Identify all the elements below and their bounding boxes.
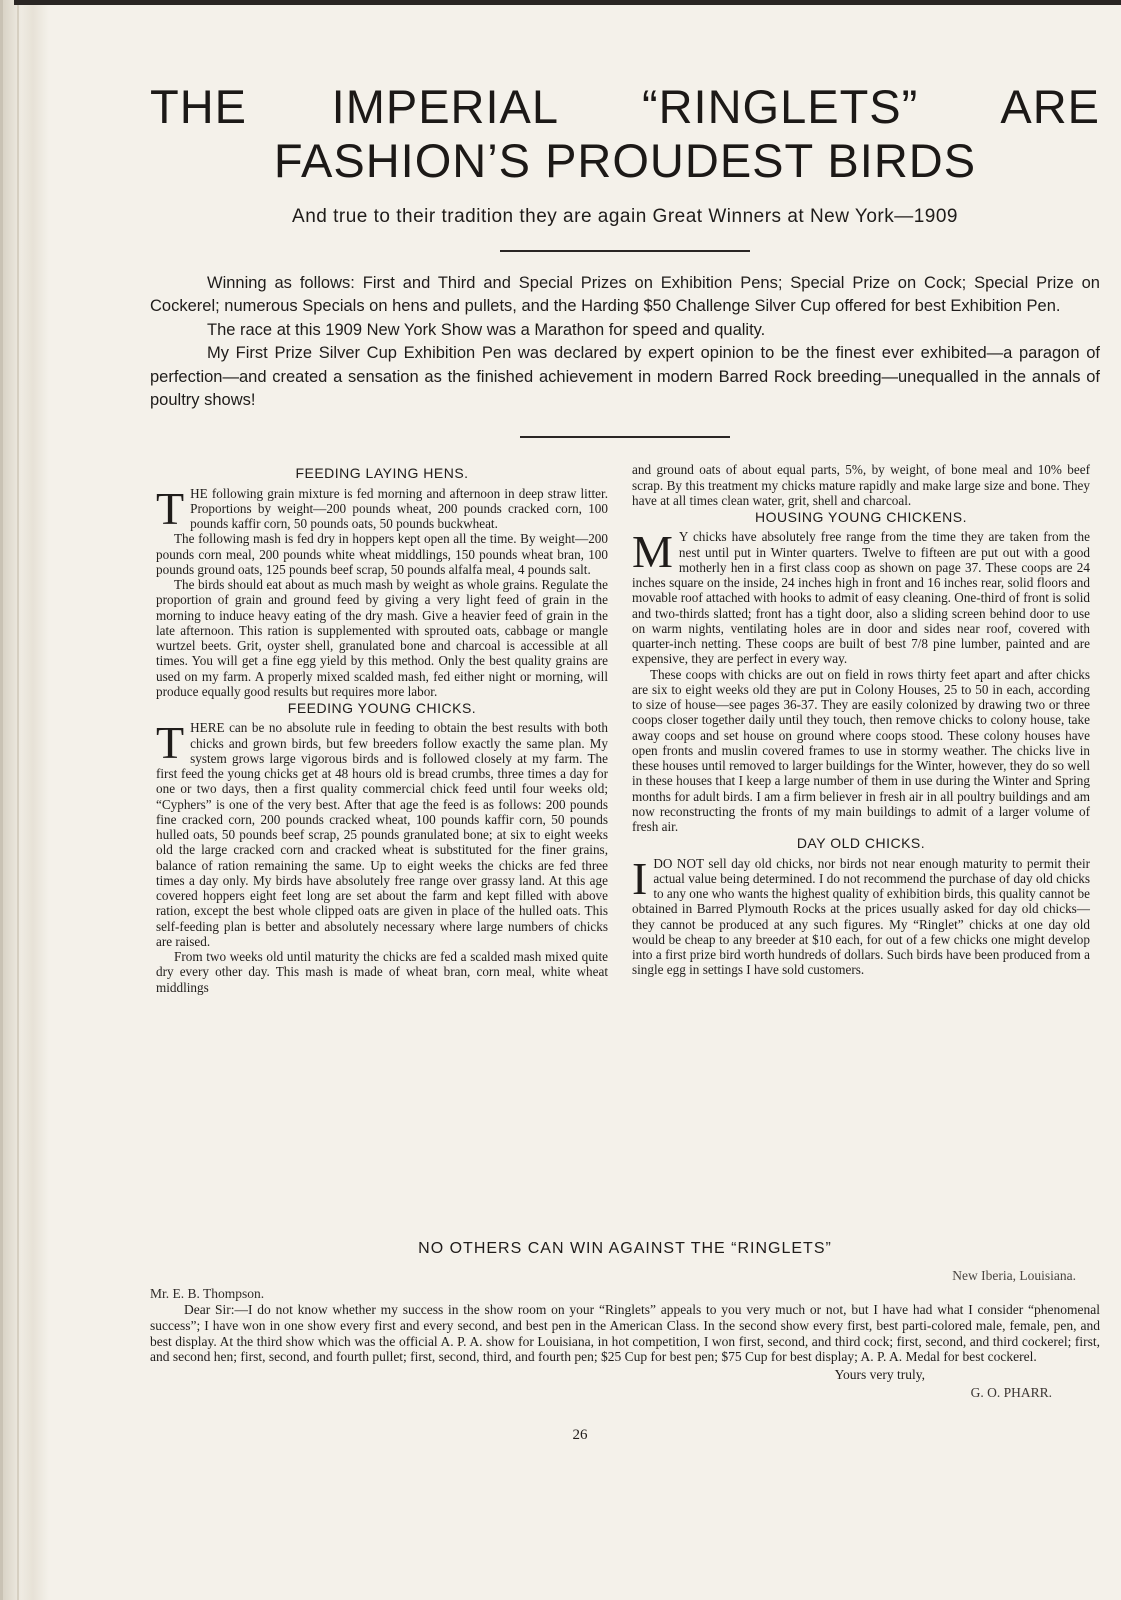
paragraph-text: DO NOT sell day old chicks, nor birds not near enough maturity to permit their actual value being determined. I do not recommend the purchase of day old chicks to any one who wants the highest quality of exhibition birds, this quality cannot be obtained in Barred Plymouth Rocks at the prices usually asked for day old chicks—they cannot be produced at any such figures. My “Ringlet” chicks at one day old would be cheap to any breeder at $10 each, for out of a few chicks one might develop into a first prize bird worth hundreds of dollars. Such birds have been produced from a single egg in settings I have sold customers. [632, 855, 1090, 978]
top-border [14, 0, 1121, 5]
letter-addressee: Mr. E. B. Thompson. [150, 1286, 265, 1302]
article-paragraph [156, 717, 608, 949]
title-line-2: FASHION’S PROUDEST BIRDS [273, 134, 977, 187]
drop-cap: M [632, 526, 673, 578]
drop-cap: T [156, 482, 185, 534]
paragraph-text: HE following grain mixture is fed morning and afternoon in deep straw litter. Proportions by weight—200 pounds wheat, 200 pounds cracked corn, 100 pounds kaffir corn, 50 pounds oats, 50 pounds buckwheat. [190, 485, 608, 532]
article-paragraph [156, 482, 608, 534]
article-paragraph: The birds should eat about as much mash by weight as whole grains. Regulate the proportion of grain and ground feed by giving a very light feed of grain in the morning to induce heavy eating of the dry mash. Give a heavier feed of grain in the late afternoon. This ration is supplemented with sprouted oats, cabbage or mangle wurtzel beets. Grit, oyster shell, granulated bone and charcoal is accessible at all times. You will get a fine egg yield by this method. Only the best quality grains are used on my farm. A properly mixed scalded mash, fed either night or morning, will produce equally good results but requires more labor. [156, 577, 608, 699]
testimonial-heading: NO OTHERS CAN WIN AGAINST THE “RINGLETS” [418, 1240, 832, 1258]
title-line-1: THE IMPERIAL “RINGLETS” ARE [150, 80, 1100, 133]
drop-cap: T [156, 717, 185, 769]
intro-paragraph: My First Prize Silver Cup Exhibition Pen was declared by expert opinion to be the finest ever exhibited—a paragon of perfection—and created a sensation as the finished achievement in modern Barred Rock breeding—unequalled in the annals of poultry shows! [150, 344, 1100, 410]
letter-body: Dear Sir:—I do not know whether my success in the show room on your “Ringlets” appeals to you very much or not, but I have had what I consider “phenomenal success”; I have won in one show every first and every second, and best pen in the American Class. In the second show every first, best parti-colored male, female, pen, and best display. At the third show which was the official A. P. A. show for Louisiana, in hot competition, I won first, second, and third cock; first, second, and third cockerel; first, and second hen; first, second, and fourth pullet; first, second, third, and fourth pen; $25 Cup for best pen; $75 Cup for best display; A. P. A. Medal for best cockerel. [150, 1302, 1100, 1365]
divider-rule [500, 250, 750, 252]
letter-place: New Iberia, Louisiana. [952, 1268, 1076, 1284]
page-number: 26 [572, 1426, 588, 1443]
article-paragraph [632, 526, 1090, 667]
drop-cap: I [632, 852, 648, 904]
article-paragraph: The following mash is fed dry in hoppers kept open all the time. By weight—200 pounds corn meal, 200 pounds white wheat middlings, 150 pounds wheat bran, 100 pounds ground oats, 125 pounds beef scrap, 50 pounds alfalfa meal, 4 pounds salt. [156, 531, 608, 577]
intro-paragraph: The race at this 1909 New York Show was a Marathon for speed and quality. [207, 320, 766, 339]
section-heading-feeding-hens: FEEDING LAYING HENS. [295, 465, 469, 482]
intro-section [150, 272, 1100, 412]
article-paragraph: From two weeks old until maturity the chicks are fed a scalded mash mixed quite dry every other day. This mash is made of wheat bran, corn meal, white wheat middlings [156, 949, 608, 995]
letter-signature: G. O. PHARR. [970, 1384, 1052, 1400]
subtitle: And true to their tradition they are again Great Winners at New York—1909 [292, 206, 958, 227]
section-heading-day-old: DAY OLD CHICKS. [796, 835, 926, 852]
intro-paragraph: Winning as follows: First and Third and Special Prizes on Exhibition Pens; Special Prize on Cock; Special Prize on Cockerel; numerous Specials on hens and pullets, and the Harding $50 Challenge Silver Cup offered for best Exhibition Pen. [150, 274, 1100, 316]
page-binding-edge [0, 0, 49, 1600]
page-content [150, 70, 1100, 1444]
article-paragraph [632, 852, 1090, 978]
article-paragraph: These coops with chicks are out on field in rows thirty feet apart and after chicks are six to eight weeks old they are put in Colony Houses, 25 to 50 in each, according to size of house—see pages 36-37. They are easily colonized by drawing two or three coops closer together daily until they touch, then remove chicks to colony house, take away coops and set house on ground where coops stood. These colony houses have open fronts and muslin covered frames to use in stormy weather. The chicks live in these houses until removed to larger buildings for the Winter, however, they do so well in these houses that I keep a large number of them in use during the Winter and Spring months for adult birds. I am a firm believer in fresh air in all poultry buildings and am now reconstructing the fronts of my main buildings to admit of a larger volume of fresh air. [632, 666, 1090, 835]
right-column [632, 462, 1090, 977]
section-heading-housing: HOUSING YOUNG CHICKENS. [755, 509, 967, 526]
section-heading-feeding-chicks: FEEDING YOUNG CHICKS. [287, 700, 477, 717]
article-columns [150, 464, 1100, 1234]
paragraph-text: HERE can be no absolute rule in feeding to obtain the best results with both chicks and grown birds, but few breeders follow exactly the same plan. My system grows large vigorous birds and is followed closely at my farm. The first feed the young chicks get at 48 hours old is bread crumbs, three times a day for one or two days, then a first quality commercial chick feed until four weeks old; “Cyphers” is one of the very best. After that age the feed is as follows: 200 pounds fine cracked corn, 200 pounds cracked wheat, 100 pounds kaffir corn, 50 pounds hulled oats, 50 pounds beef scrap, 25 pounds granulated bone; at six to eight weeks old the large cracked corn and cracked wheat is substituted for the finer grains, balance of ration remaining the same. Up to eight weeks the chicks are fed three times a day only. My birds have absolutely free range over grassy land. At this age covered hoppers eight feet long are set about the farm and kept filled with above ration, except the best whole clipped oats are given in place of the hulled oats. This self-feeding plan is better and absolutely necessary where large numbers of chicks are raised. [156, 720, 608, 949]
paragraph-text: Y chicks have absolutely free range from the time they are taken from the nest until put in Winter quarters. Twelve to fifteen are put out with a good motherly hen in a first class coop as shown on page 37. These coops are 24 inches square on the inside, 24 inches high in front and 16 inches rear, solid floors and movable roof attached with hooks to admit of easy cleaning. One-third of front is solid and two-thirds slatted; front has a tight door, also a sliding screen behind door to use on warm nights, ventilating holes are in door and sides near roof, covered with quarter-inch netting. These coops are built of best 7/8 pine lumber, painted and are expensive, they are perfect in every way. [632, 529, 1090, 667]
letter-closing: Yours very truly, [834, 1366, 925, 1382]
article-paragraph: and ground oats of about equal parts, 5%, by weight, of bone meal and 10% beef scrap. By this treatment my chicks mature rapidly and make large size and bone. They have at all times clean water, grit, shell and charcoal. [632, 462, 1090, 508]
testimonial-section [150, 1240, 1100, 1400]
divider-rule [520, 436, 730, 438]
page-title [150, 80, 1100, 188]
left-column [156, 464, 608, 995]
